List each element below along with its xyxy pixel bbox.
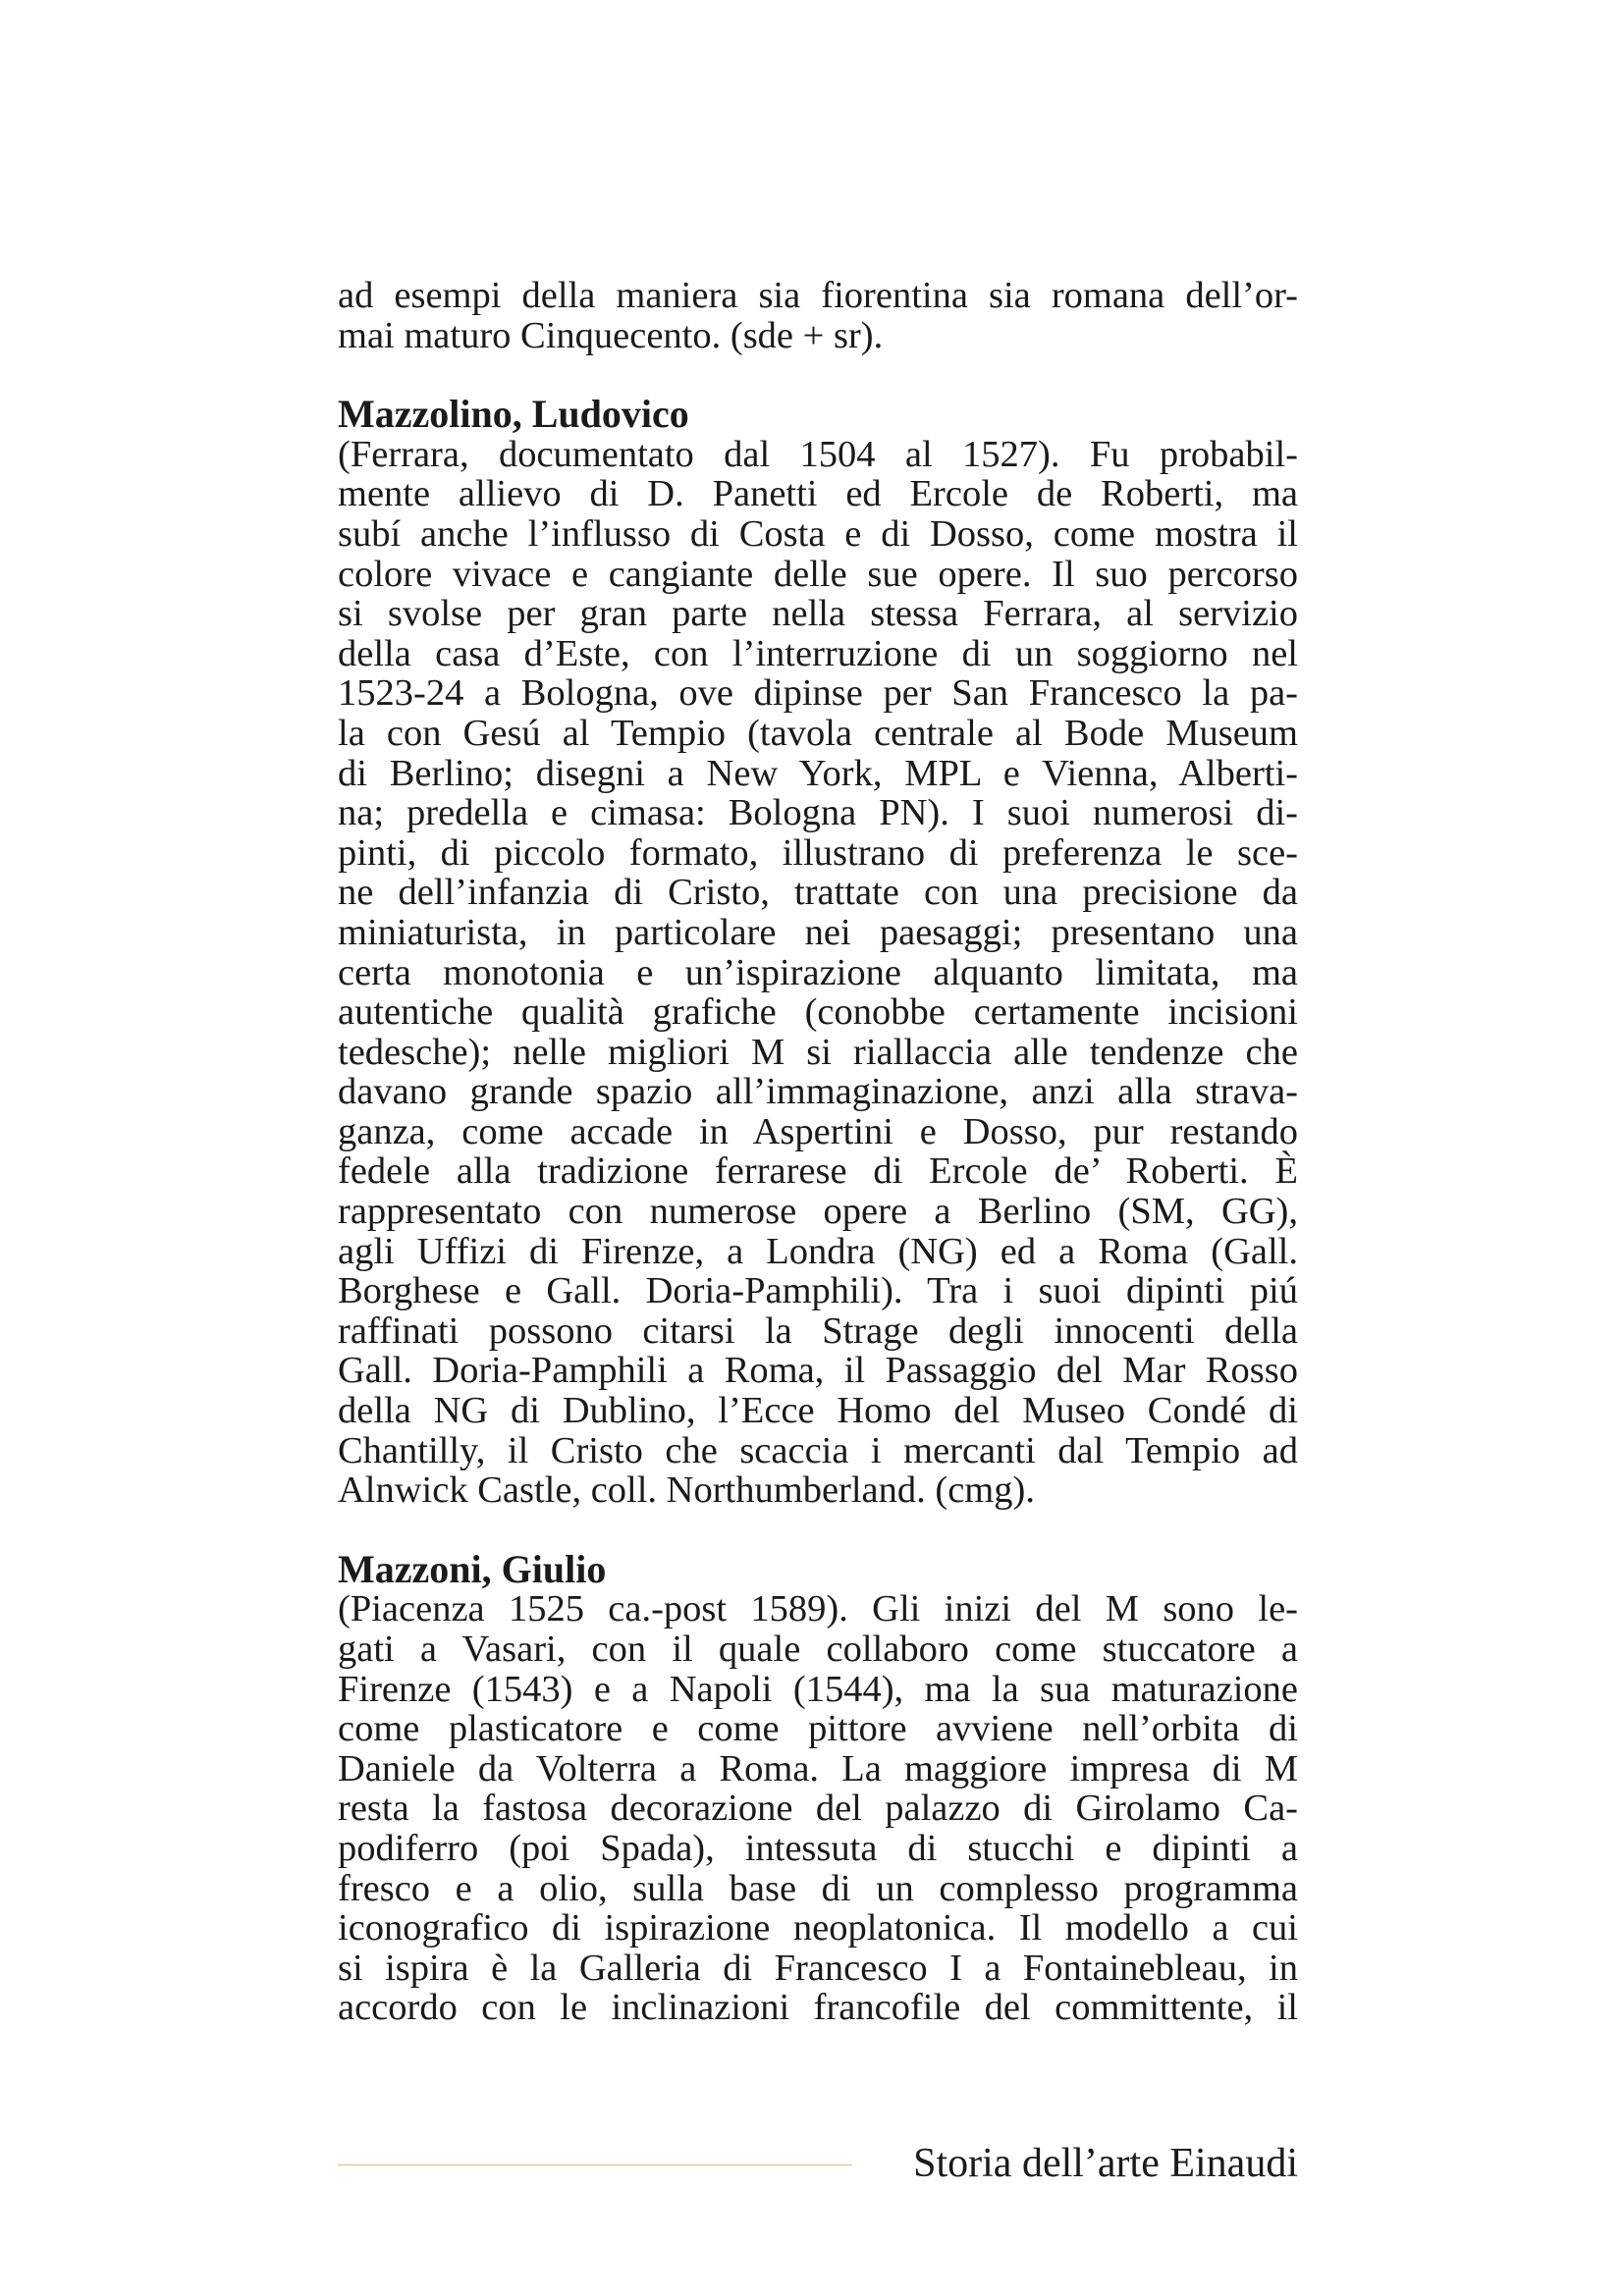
text-line: agli Uffizi di Firenze, a Londra (NG) ed a Roma (Gall.: [338, 1230, 1298, 1272]
text-line: come plasticatore e come pittore avviene nell’orbita di: [338, 1708, 1298, 1750]
text-line: 1523-24 a Bologna, ove dipinse per San Francesco la pa-: [338, 672, 1298, 715]
text-line: raffinati possono citarsi la Strage degli innocenti della: [338, 1309, 1298, 1352]
text-line: della NG di Dublino, l’Ecce Homo del Museo Condé di: [338, 1390, 1298, 1432]
text-line: na; predella e cimasa: Bologna PN). I suoi numerosi di-: [338, 792, 1298, 834]
text-line: miniaturista, in particolare nei paesaggi; presentano una: [338, 911, 1298, 953]
text-line: si svolse per gran parte nella stessa Ferrara, al servizio: [338, 593, 1298, 635]
text-line: iconografico di ispirazione neoplatonica. Il modello a cui: [338, 1907, 1298, 1949]
footer-rule: [338, 2164, 852, 2165]
text-line: Chantilly, il Cristo che scaccia i mercanti dal Tempio ad: [338, 1429, 1298, 1471]
entry-body: [338, 1589, 1298, 2028]
text-line: certa monotonia e un’ispirazione alquanto limitata, ma: [338, 951, 1298, 993]
text-line: mente allievo di D. Panetti ed Ercole de Roberti, ma: [338, 473, 1298, 515]
text-line: rappresentato con numerose opere a Berlino (SM, GG),: [338, 1191, 1298, 1233]
text-line: Daniele da Volterra a Roma. La maggiore impresa di M: [338, 1747, 1298, 1789]
entry-body: [338, 435, 1298, 1511]
entry-title: Mazzoni, Giulio: [338, 1546, 607, 1591]
text-line: ganza, come accade in Aspertini e Dosso, pur restando: [338, 1110, 1298, 1152]
intro-paragraph: [338, 276, 1298, 355]
text-line: gati a Vasari, con il quale collaboro come stuccatore a: [338, 1629, 1298, 1670]
text-line: tedesche); nelle migliori M si riallaccia alle tendenze che: [338, 1031, 1298, 1073]
text-line: resta la fastosa decorazione del palazzo di Girolamo Ca-: [338, 1788, 1298, 1830]
text-line: mai maturo Cinquecento. (sde + sr).: [338, 314, 884, 356]
text-line: colore vivace e cangiante delle sue opere. Il suo percorso: [338, 553, 1298, 595]
text-line: (Ferrara, documentato dal 1504 al 1527). Fu probabil-: [338, 433, 1298, 475]
text-line: ne dell’infanzia di Cristo, trattate con una precisione da: [338, 872, 1298, 914]
text-line: accordo con le inclinazioni francofile del committente, il: [338, 1987, 1298, 2029]
footer-publisher: Storia dell’arte Einaudi: [913, 2141, 1298, 2186]
entry-title: Mazzolino, Ludovico: [338, 392, 689, 437]
text-line: Firenze (1543) e a Napoli (1544), ma la sua maturazione: [338, 1668, 1298, 1710]
text-line: subí anche l’influsso di Costa e di Dosso, come mostra il: [338, 512, 1298, 555]
text-line: (Piacenza 1525 ca.-post 1589). Gli inizi del M sono le-: [338, 1588, 1298, 1630]
text-line: autentiche qualità grafiche (conobbe certamente incisioni: [338, 991, 1298, 1034]
text-line: fedele alla tradizione ferrarese di Ercole de’ Roberti. È: [338, 1150, 1298, 1193]
text-line: di Berlino; disegni a New York, MPL e Vienna, Alberti-: [338, 752, 1298, 794]
text-line: Gall. Doria-Pamphili a Roma, il Passaggio del Mar Rosso: [338, 1350, 1298, 1392]
text-line: davano grande spazio all’immaginazione, anzi alla strava-: [338, 1071, 1298, 1113]
text-line: pinti, di piccolo formato, illustrano di preferenza le sce-: [338, 831, 1298, 874]
text-line: si ispira è la Galleria di Francesco I a Fontainebleau, in: [338, 1947, 1298, 1989]
text-line: fresco e a olio, sulla base di un complesso programma: [338, 1867, 1298, 1909]
text-line: della casa d’Este, con l’interruzione di un soggiorno nel: [338, 632, 1298, 674]
text-line: Alnwick Castle, coll. Northumberland. (cmg).: [338, 1469, 1035, 1512]
text-column: [338, 276, 1298, 2028]
text-line: ad esempi della maniera sia fiorentina sia romana dell’or-: [338, 275, 1298, 316]
text-line: Borghese e Gall. Doria-Pamphili). Tra i suoi dipinti piú: [338, 1270, 1298, 1312]
text-line: la con Gesú al Tempio (tavola centrale al Bode Museum: [338, 712, 1298, 754]
text-line: podiferro (poi Spada), intessuta di stucchi e dipinti a: [338, 1827, 1298, 1869]
